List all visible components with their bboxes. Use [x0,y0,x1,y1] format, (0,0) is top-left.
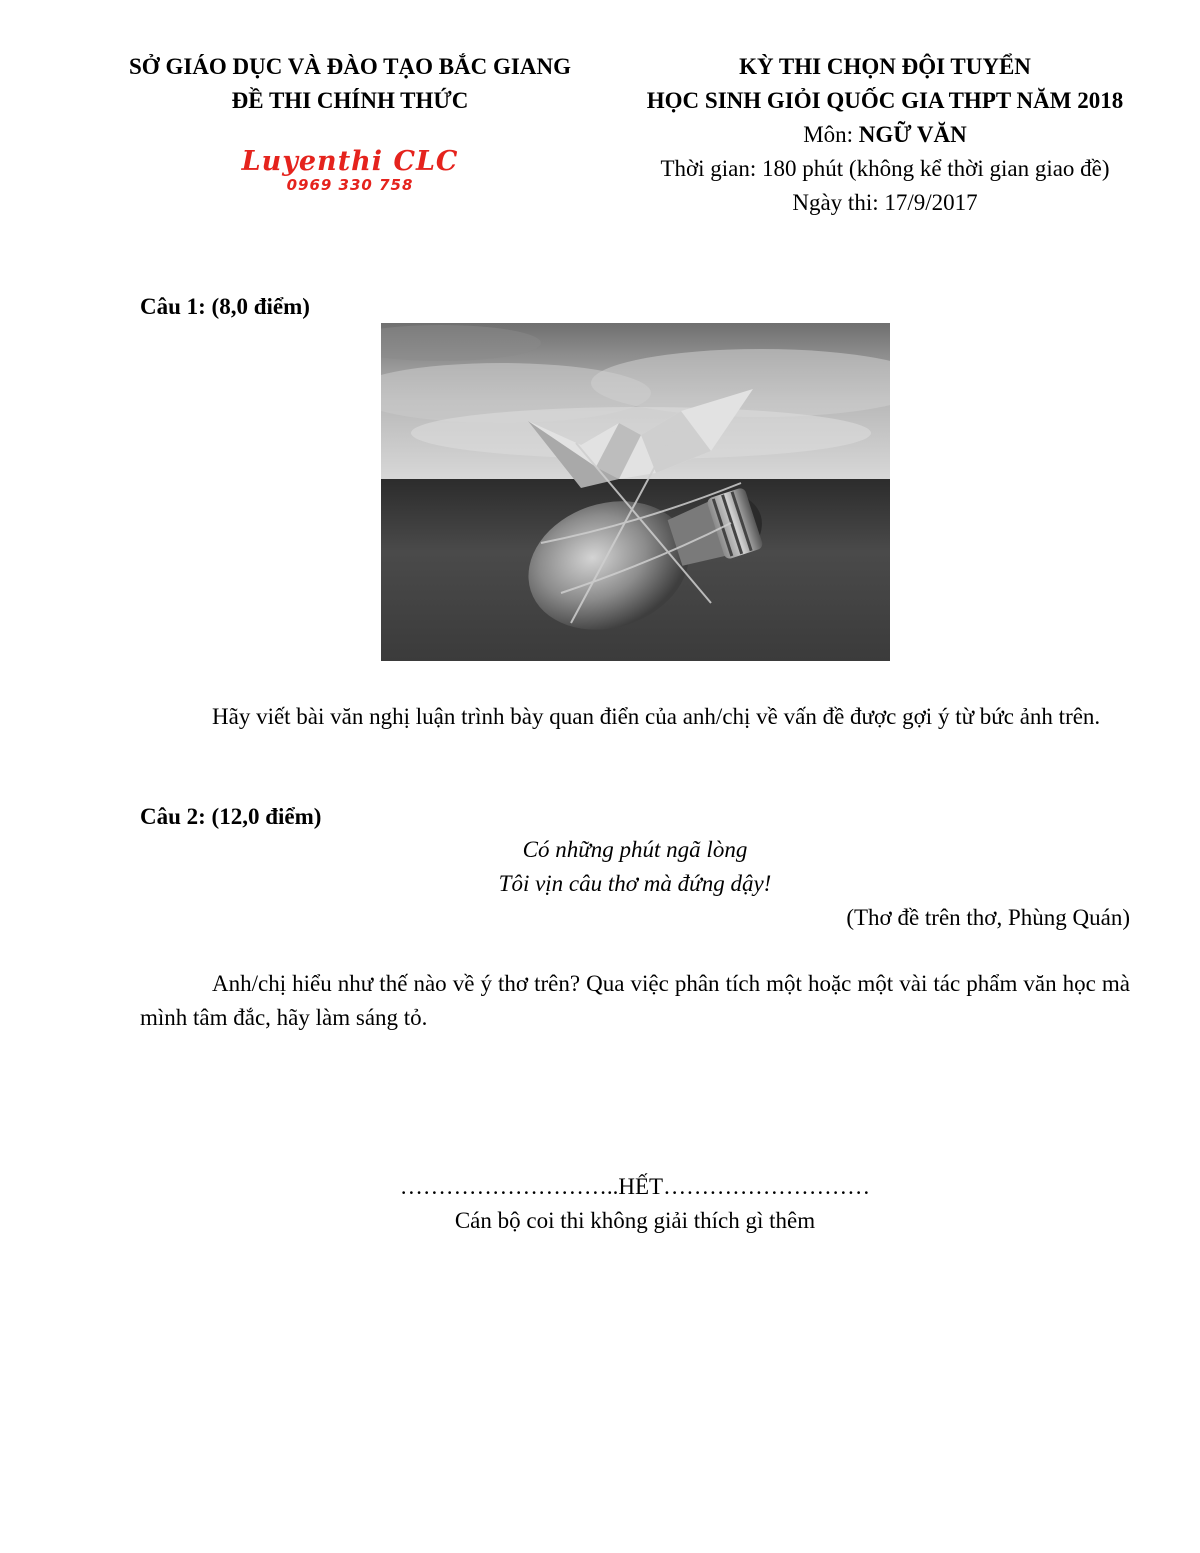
question-1-prompt: Hãy viết bài văn nghị luận trình bày quan điển của anh/chị về vấn đề được gợi ý từ bức ảnh trên. [212,704,1101,729]
exam-title: KỲ THI CHỌN ĐỘI TUYỂN [739,54,1031,79]
watermark-phone: 0969 330 758 [286,176,414,194]
question-1-title: Câu 1: (8,0 điểm) [140,294,310,319]
exam-subtitle: HỌC SINH GIỎI QUỐC GIA THPT NĂM 2018 [646,88,1124,113]
end-marker: ………………………..HẾT……………………… [399,1174,871,1199]
question-2-prompt: Anh/chị hiểu như thế nào về ý thơ trên? Qua việc phân tích một hoặc một vài tác phẩm văn học mà mình tâm đắc, hãy làm sáng tỏ. [140,971,1130,1030]
exam-header [600,50,1170,220]
watermark-name: Luyenthi CLC [241,146,459,177]
question-1-photo [381,323,890,661]
exam-date: Ngày thi: 17/9/2017 [792,190,978,215]
poem-source: (Thơ đề trên thơ, Phùng Quán) [846,905,1130,930]
department-name: SỞ GIÁO DỤC VÀ ĐÀO TẠO BẮC GIANG [129,54,571,79]
official-exam-label: ĐỀ THI CHÍNH THỨC [231,88,469,113]
subject-line [600,118,1170,152]
poem-line-1: Có những phút ngã lòng [522,837,748,862]
question-2-title: Câu 2: (12,0 điểm) [140,804,322,829]
exam-footer [300,1170,970,1238]
subject-prefix: Môn: [803,122,859,147]
poem-quote [380,833,890,901]
exam-duration: Thời gian: 180 phút (không kể thời gian giao đề) [660,156,1110,181]
invigilator-note: Cán bộ coi thi không giải thích gì thêm [454,1208,816,1233]
watermark-logo [220,148,480,194]
poem-line-2: Tôi vịn câu thơ mà đứng dậy! [498,871,772,896]
subject-name: NGỮ VĂN [858,122,967,147]
department-header [80,50,620,118]
